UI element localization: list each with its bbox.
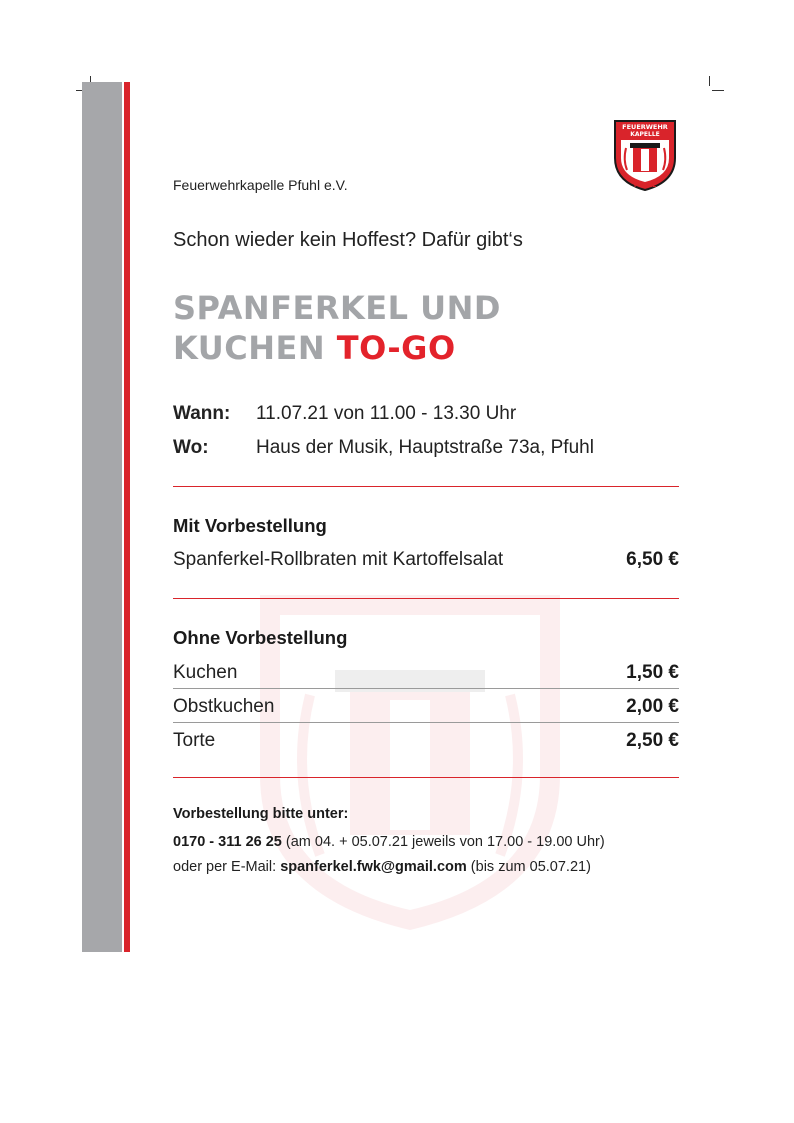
feuerwehr-kapelle-logo <box>612 118 678 192</box>
item-price: 6,50 € <box>626 549 679 570</box>
item-name: Kuchen <box>173 662 238 683</box>
row-divider <box>173 722 679 723</box>
preorder-item <box>173 549 679 571</box>
menu-item-obstkuchen <box>173 696 679 718</box>
crop-mark-top-right-h <box>712 90 724 91</box>
headline-line1: SPANFERKEL UND <box>173 289 501 327</box>
organization-name: Feuerwehrkapelle Pfuhl e.V. <box>173 177 348 193</box>
divider <box>173 598 679 599</box>
email-address: spanferkel.fwk@gmail.com <box>280 859 467 875</box>
contact-heading <box>173 806 348 822</box>
sidebar-red-bar <box>124 82 130 952</box>
email-note: (bis zum 05.07.21) <box>466 859 591 875</box>
item-price: 2,00 € <box>626 696 679 717</box>
email-prefix: oder per E-Mail: <box>173 859 281 875</box>
logo-text-line1: FEUERWEHR <box>622 123 668 131</box>
where-value: Haus der Musik, Hauptstraße 73a, Pfuhl <box>256 437 594 458</box>
menu-item-torte <box>173 730 679 752</box>
item-name: Obstkuchen <box>173 696 275 717</box>
intro-text: Schon wieder kein Hoffest? Dafür gibt‘s <box>173 229 523 251</box>
when-label: Wann: <box>173 403 231 424</box>
divider <box>173 777 679 778</box>
divider <box>173 486 679 487</box>
headline-line2-gray: KUCHEN <box>173 329 326 367</box>
headline-to-go: TO-GO <box>336 329 456 367</box>
row-divider <box>173 688 679 689</box>
contact-phone-line <box>173 834 605 850</box>
headline-line2 <box>173 328 501 368</box>
where-label: Wo: <box>173 437 209 458</box>
crop-mark-top-right-v <box>709 76 710 86</box>
phone-number: 0170 - 311 26 25 <box>173 834 282 850</box>
event-when <box>173 403 516 425</box>
item-name: Torte <box>173 730 216 751</box>
phone-note: (am 04. + 05.07.21 jeweils von 17.00 - 19.00 Uhr) <box>281 834 605 850</box>
item-price: 2,50 € <box>626 730 679 751</box>
contact-heading-text: Vorbestellung bitte unter: <box>173 806 349 822</box>
menu-item-kuchen <box>173 662 679 684</box>
when-value: 11.07.21 von 11.00 - 13.30 Uhr <box>256 403 517 424</box>
headline <box>173 288 501 368</box>
item-name: Spanferkel-Rollbraten mit Kartoffelsalat <box>173 549 504 570</box>
no-preorder-title: Ohne Vorbestellung <box>173 627 348 648</box>
logo-text-line2: KAPELLE <box>630 131 660 138</box>
event-where <box>173 437 594 459</box>
item-price: 1,50 € <box>626 662 679 683</box>
contact-email-line <box>173 859 591 875</box>
logo-text-line3: PFUHL <box>633 182 657 189</box>
preorder-title: Mit Vorbestellung <box>173 515 327 536</box>
sidebar-gray-bar <box>82 82 122 952</box>
